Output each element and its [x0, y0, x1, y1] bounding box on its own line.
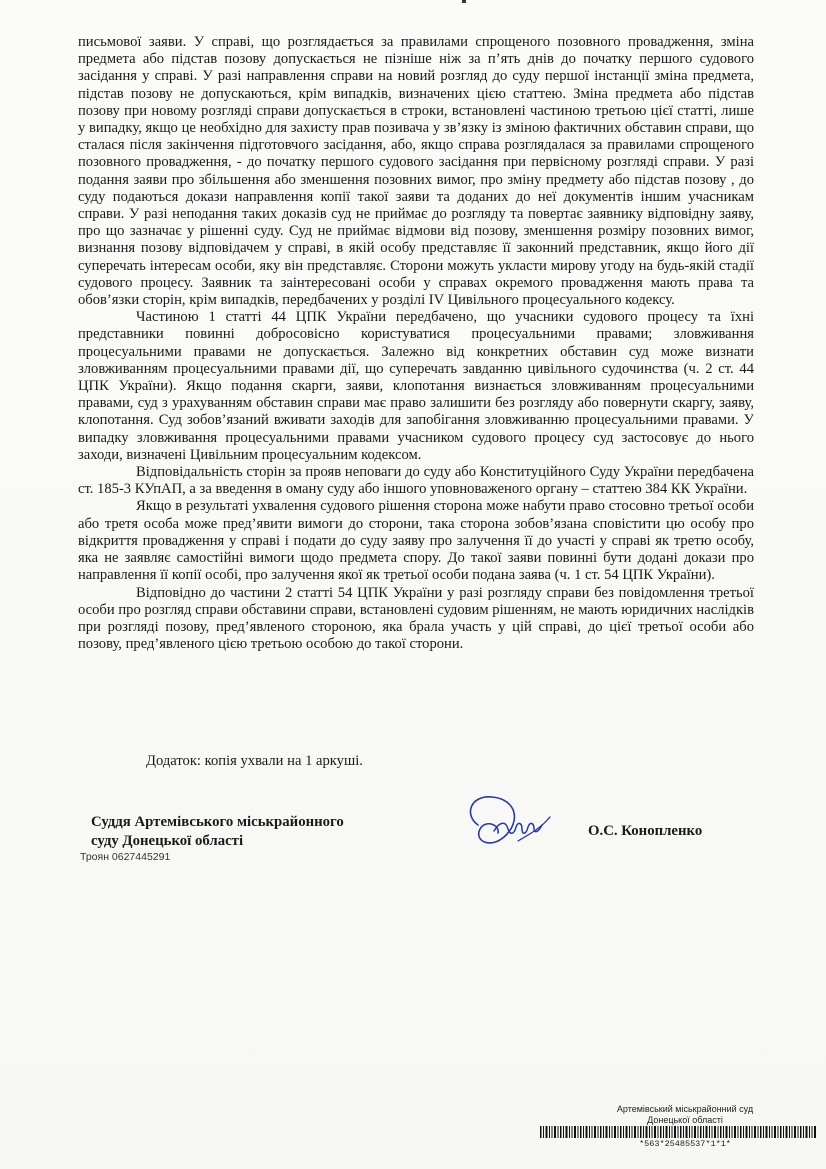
paragraph-text: Якщо в результаті ухвалення судового рішення сторона може набути право стосовно третьої особи або третя особа може пред’явити вимоги до сторони, така сторона зобов’язана сповістити цю особу про відкриття провадження у справі і подати до суду заяву про залучення її до участі у справі як третю особу, яка не заявляє самостійні вимоги щодо предмета спору. До такої заяви повинні бути додані докази про направлення її копії особі, про залучення якої як третьої особи подана заява (ч. 1 ст. 54 ЦПК України). [78, 498, 754, 584]
stamp-line1: Артемівський міськрайонний суд [616, 1104, 754, 1114]
paragraph-text: Відповідальність сторін за прояв неповаги до суду або Конституційного Суду України передбачена ст. 185-3 КУпАП, а за введення в оману суду або іншого уповноваженого органу – статтею 384 КК України. [78, 464, 754, 498]
document-barcode [540, 1126, 816, 1138]
document-body [78, 34, 754, 653]
addendum-line: Додаток: копія ухвали на 1 аркуші. [146, 753, 363, 769]
paragraph-text: письмової заяви. У справі, що розглядається за правилами спрощеного позовного провадження, зміна предмета або підстав позову допускається не пізніше ніж за п’ять днів до початку першого судового засідання у справі. У разі направлення справи на новий розгляд до суду першої інстанції зміна предмета, підстав позову не допускаються, крім випадків, визначених цією статтею. Зміна предмета або підстав позову при новому розгляді справи допускається в строки, встановлені частиною третьою цієї статті, лише у випадку, якщо це необхідно для захисту прав позивача у зв’язку із зміною фактичних обставин справи, що сталася після закінчення підготовчого засідання, або, якщо справа розглядалася за правилами спрощеного позовного провадження, - до початку першого судового засідання при первісному розгляді справи. У разі подання заяви про збільшення або зменшення позовних вимог, про зміну предмету або підстав позову , до суду подаються докази направлення копії такої заяви та доданих до неї документів іншим учасникам справи. У разі неподання таких доказів суд не приймає до розгляду та повертає заявнику відповідну заяву, про що зазначає у рішенні суду. Суд не приймає відмови від позову, зменшення розміру позовних вимог, визнання позову відповідачем у справі, в якій особу представляє її законний представник, якщо його дії суперечать інтересам особи, яку він представляє. Сторони можуть укласти мирову угоду на будь-якій стадії судового процесу. Заявник та заінтересовані особи у справах окремого провадження мають права та обов’язки сторін, крім випадків, передбачених у розділі IV Цивільного процесуального кодексу. [78, 34, 754, 309]
paragraph-3 [78, 464, 754, 498]
paragraph-text: Частиною 1 статті 44 ЦПК України передбачено, що учасники судового процесу та їхні представники повинні добросовісно користуватися процесуальними правами; зловживання процесуальними правами не допускається. Залежно від конкретних обставин суд може визнати зловживанням процесуальними правами дії, що суперечать завданню цивільного судочинства (ч. 2 ст. 44 ЦПК України). Якщо подання скарги, заяви, клопотання визнається зловживанням процесуальними правами, суд з урахуванням обставин справи має право залишити без розгляду або повернути скаргу, заяву, клопотання. Суд зобов’язаний вживати заходів для запобігання зловживанню процесуальними правами. У випадку зловживання процесуальними правами учасником судового процесу суд застосовує до нього заходи, визначені Цивільним процесуальним кодексом. [78, 309, 754, 463]
contact-line: Троян 0627445291 [80, 851, 171, 863]
handwritten-signature [456, 785, 556, 855]
paragraph-text: Відповідно до частини 2 статті 54 ЦПК України у разі розгляду справи без повідомлення третьої особи про розгляд справи обставини справи, встановлені судовим рішенням, не мають юридичних наслідків при розгляді позову, пред’явленого стороною, яка брала участь у цій справі, до цієї третьої особи або позову, пред’явленого цією третьою особою до такої сторони. [78, 584, 754, 653]
paragraph-2 [78, 309, 754, 464]
judge-position-line2: суду Донецької області [91, 833, 244, 849]
stamp-line2: Донецької області [647, 1115, 723, 1125]
paragraph-1 [78, 34, 754, 309]
judge-name: О.С. Конопленко [588, 823, 703, 839]
barcode-number: *563*25485537*1*1* [639, 1139, 731, 1149]
scan-mark [462, 0, 466, 3]
judge-position [91, 813, 344, 851]
paragraph-4 [78, 498, 754, 584]
judge-position-line1: Суддя Артемівського міськрайонного [91, 814, 344, 830]
court-stamp [600, 1104, 770, 1126]
paragraph-5 [78, 585, 754, 654]
